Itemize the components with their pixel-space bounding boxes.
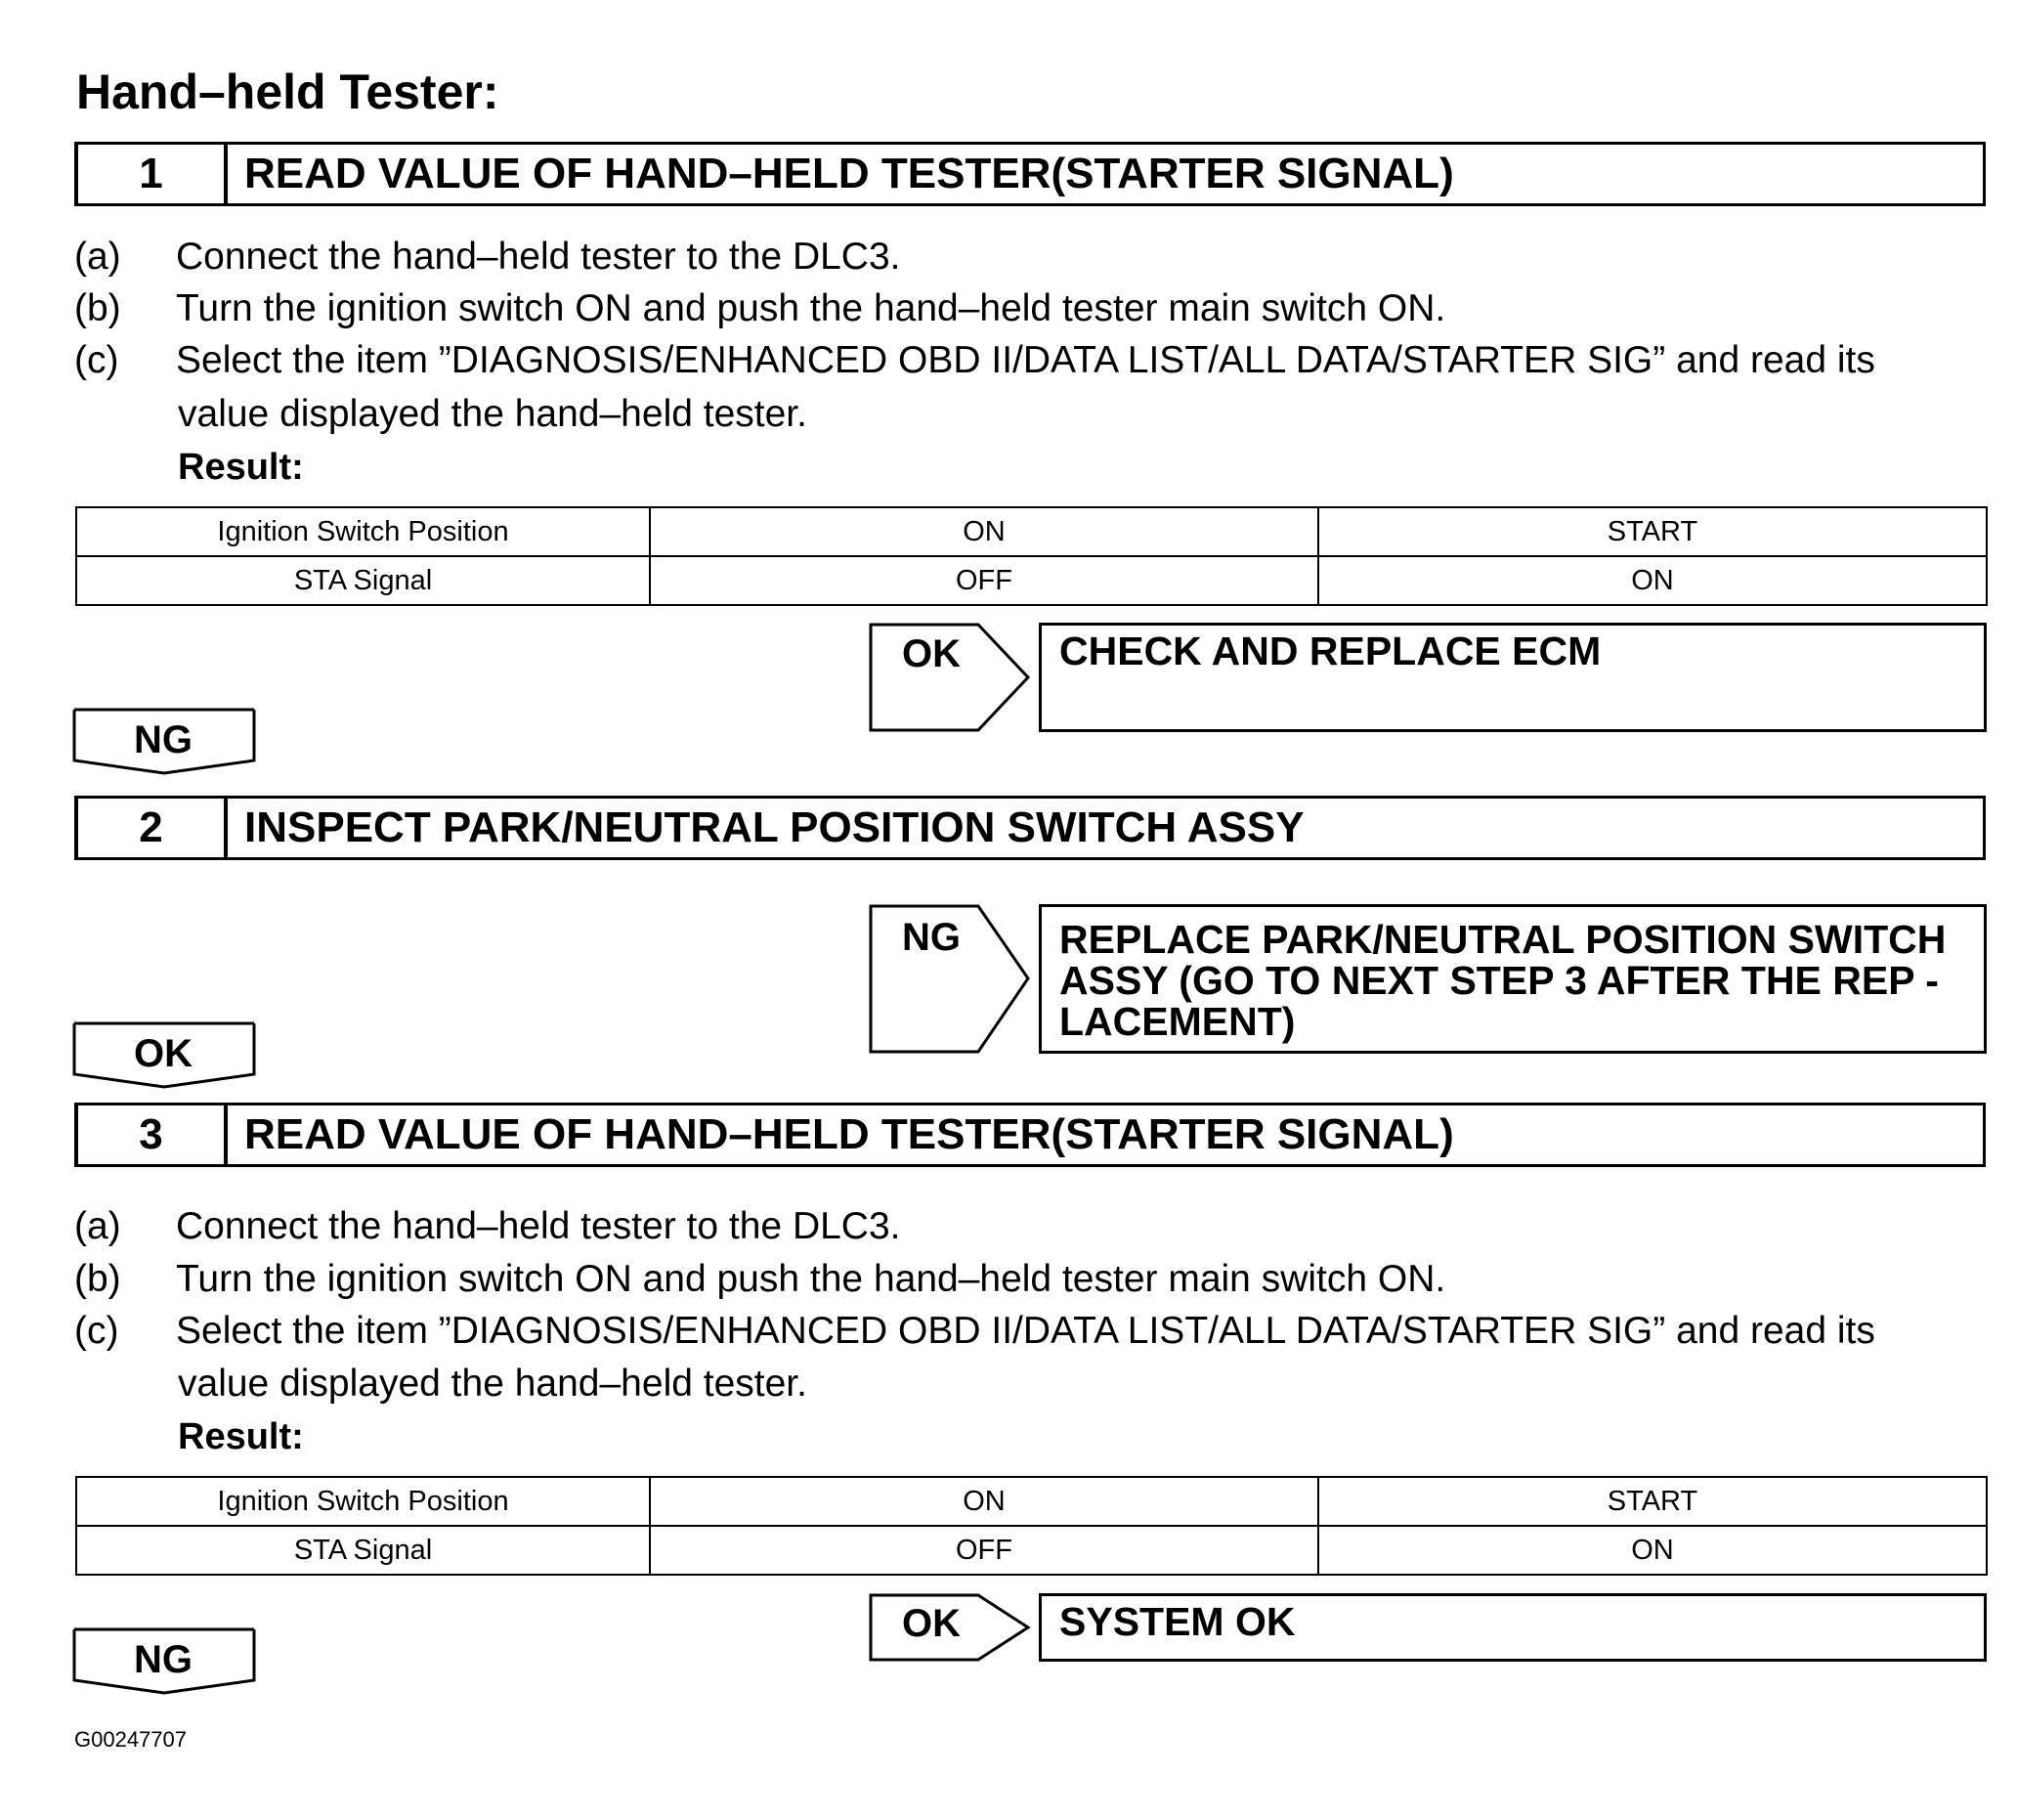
step-title: INSPECT PARK/NEUTRAL POSITION SWITCH ASSY (244, 803, 1305, 851)
action-box: CHECK AND REPLACE ECM (1039, 623, 1987, 732)
ng-branch-arrow (869, 904, 1035, 1054)
item-text: Turn the ignition switch ON and push the hand–held tester main switch ON. (176, 287, 1446, 329)
ok-branch-arrow (869, 623, 1035, 732)
branch-label: NG (902, 916, 961, 959)
step-number: 3 (78, 1105, 228, 1164)
step-title: READ VALUE OF HAND–HELD TESTER(STARTER SIGNAL) (244, 150, 1454, 197)
item-label: (a) (74, 236, 121, 278)
table-cell: OFF (650, 556, 1318, 605)
action-line: REPLACE PARK/NEUTRAL POSITION SWITCH (1059, 917, 1947, 962)
table-row (76, 556, 1987, 605)
action-line: LACEMENT) (1059, 999, 1296, 1044)
item-label: (b) (74, 287, 121, 329)
action-box: SYSTEM OK (1039, 1593, 1987, 1662)
figure-id: G00247707 (74, 1727, 187, 1752)
table-row (76, 1526, 1987, 1575)
item-text: Connect the hand–held tester to the DLC3. (176, 236, 901, 278)
branch-label: OK (134, 1032, 193, 1075)
item-text: Select the item ”DIAGNOSIS/ENHANCED OBD II/DATA LIST/ALL DATA/STARTER SIG” and read its (176, 1310, 1875, 1352)
ok-branch-arrow (869, 1593, 1035, 1662)
table-cell: START (1318, 1477, 1987, 1526)
step-number: 1 (78, 145, 228, 203)
result-table (75, 1476, 1988, 1576)
table-row (76, 1477, 1987, 1526)
branch-label: OK (902, 632, 961, 675)
table-cell: ON (650, 1477, 1318, 1526)
result-label: Result: (178, 447, 304, 488)
ng-branch-badge (72, 1626, 258, 1697)
item-label: (c) (74, 1310, 119, 1352)
table-cell: ON (650, 507, 1318, 556)
branch-label: OK (902, 1602, 961, 1645)
step-3-header (74, 1103, 1986, 1167)
instruction-continuation: value displayed the hand–held tester. (178, 1363, 807, 1405)
result-table (75, 506, 1988, 606)
action-line: ASSY (GO TO NEXT STEP 3 AFTER THE REP - (1059, 958, 1939, 1003)
action-box (1039, 904, 1987, 1054)
step-2-header (74, 796, 1986, 860)
branch-label: NG (134, 1638, 193, 1681)
ng-branch-badge (72, 707, 258, 777)
result-label: Result: (178, 1416, 304, 1457)
step-number: 2 (78, 799, 228, 857)
item-text: Connect the hand–held tester to the DLC3. (176, 1205, 901, 1247)
table-cell: Ignition Switch Position (76, 507, 650, 556)
table-cell: ON (1318, 1526, 1987, 1575)
item-label: (b) (74, 1258, 121, 1300)
table-cell: ON (1318, 556, 1987, 605)
branch-label: NG (134, 718, 193, 761)
item-text: Turn the ignition switch ON and push the hand–held tester main switch ON. (176, 1258, 1446, 1300)
step-title: READ VALUE OF HAND–HELD TESTER(STARTER SIGNAL) (244, 1110, 1454, 1158)
table-cell: STA Signal (76, 556, 650, 605)
table-cell: OFF (650, 1526, 1318, 1575)
table-cell: STA Signal (76, 1526, 650, 1575)
step-1-header (74, 142, 1986, 206)
instruction-continuation: value displayed the hand–held tester. (178, 393, 807, 435)
item-label: (c) (74, 339, 119, 381)
table-row (76, 507, 1987, 556)
table-cell: Ignition Switch Position (76, 1477, 650, 1526)
page-title: Hand–held Tester: (76, 65, 499, 119)
ok-branch-badge (72, 1020, 258, 1091)
table-cell: START (1318, 507, 1987, 556)
item-label: (a) (74, 1205, 121, 1247)
item-text: Select the item ”DIAGNOSIS/ENHANCED OBD II/DATA LIST/ALL DATA/STARTER SIG” and read its (176, 339, 1875, 381)
